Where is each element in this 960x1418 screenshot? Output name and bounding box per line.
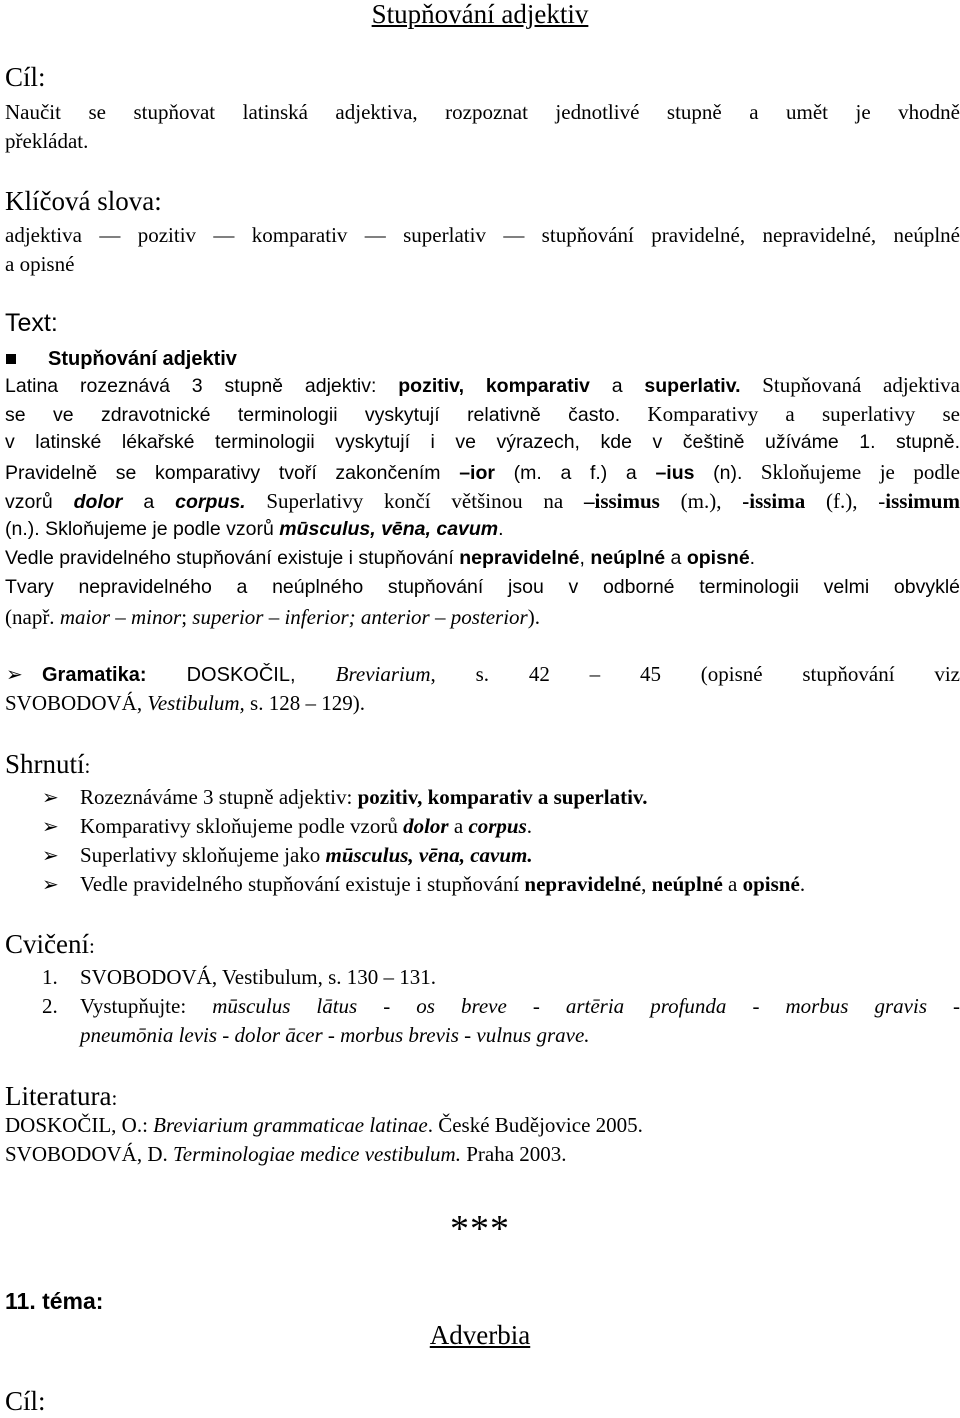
text-bullet	[6, 347, 237, 371]
literature-heading	[5, 1081, 117, 1112]
text-l5j: issimum	[885, 489, 960, 513]
text-l7c: ,	[579, 547, 591, 569]
exercise-number-2: 2.	[42, 994, 58, 1018]
summary-heading-text: Shrnutí	[5, 749, 85, 779]
text-l9b: maior	[59, 605, 110, 629]
grammar-l2b: Vestibulum,	[147, 691, 245, 715]
text-l7b: nepravidelné	[459, 547, 580, 569]
summary-i1b: pozitiv, komparativ a superlativ.	[357, 785, 648, 809]
summary-i2e: .	[526, 814, 533, 838]
summary-heading-colon: :	[84, 754, 91, 778]
reference-2	[5, 1142, 567, 1167]
summary-i4d: neúplné	[651, 872, 723, 896]
grammar-label: Gramatika:	[42, 664, 147, 686]
text-l5g: (m.),	[659, 489, 743, 513]
next-goal-heading: Cíl:	[5, 1386, 46, 1416]
text-line-4	[5, 460, 960, 485]
text-line-8: Tvary nepravidelného a neúplného stupňování jsou v odborné terminologii velmi obvyklé	[5, 576, 960, 598]
text-line-5	[5, 489, 960, 514]
text-l2b: Komparativy a superlativy se	[620, 402, 960, 426]
text-l5b: dolor	[73, 491, 123, 513]
arrowhead-bullet-icon: ➢	[42, 816, 59, 838]
text-l9h: inferior; anterior	[284, 605, 430, 629]
text-line-6	[5, 518, 504, 541]
text-line-2	[5, 402, 960, 427]
text-l1b: pozitiv, komparativ	[398, 375, 590, 397]
goal-line-1: Naučit se stupňovat latinská adjektiva, rozpoznat jednotlivé stupně a umět je vhodně	[5, 100, 960, 124]
section-separator: ***	[450, 1208, 510, 1250]
goal-heading: Cíl:	[5, 62, 46, 92]
next-topic-label: 11. téma:	[5, 1288, 104, 1314]
summary-i2b: dolor	[403, 814, 449, 838]
text-l4d: –ius	[655, 462, 695, 484]
summary-i2a: Komparativy skloňujeme podle vzorů	[80, 814, 404, 838]
text-l9d: minor	[131, 605, 182, 629]
grammar-l2a: SVOBODOVÁ,	[5, 691, 148, 715]
literature-heading-colon: :	[111, 1086, 118, 1110]
text-l9a: (např.	[5, 605, 60, 629]
grammar-line-2	[5, 691, 365, 716]
arrowhead-bullet-icon: ➢	[42, 845, 59, 867]
summary-heading	[5, 749, 90, 780]
reference-1	[5, 1113, 643, 1138]
reference-2-place: Praha 2003.	[460, 1142, 567, 1166]
text-line-1	[5, 373, 960, 398]
exercise-1: SVOBODOVÁ, Vestibulum, s. 130 – 131.	[80, 965, 437, 989]
grammar-line-1	[42, 662, 960, 687]
text-l5h: -issima	[742, 489, 806, 513]
exercise-2-line-1	[80, 994, 960, 1019]
text-line-9	[5, 605, 540, 630]
text-l6b: mūsculus, vēna, cavum	[279, 518, 499, 540]
text-l1a: Latina rozeznává 3 stupně adjektiv:	[5, 375, 399, 397]
text-l1c: a	[589, 375, 645, 397]
summary-i4f: opisné	[742, 872, 800, 896]
summary-i1a: Rozeznáváme 3 stupně adjektiv:	[80, 785, 358, 809]
reference-1-author: DOSKOČIL, O.:	[5, 1113, 154, 1137]
text-l7f: opisné	[686, 547, 750, 569]
text-l9g: –	[263, 605, 285, 629]
text-line-7	[5, 547, 755, 570]
summary-i2d: corpus	[468, 814, 527, 838]
reference-2-author: SVOBODOVÁ, D.	[5, 1142, 174, 1166]
text-l4b: –ior	[459, 462, 495, 484]
grammar-l1b: Breviarium	[335, 662, 431, 686]
keywords-line-2: a opisné	[5, 252, 75, 276]
page-title: Stupňování adjektiv	[371, 0, 589, 29]
grammar-l1a: DOSKOČIL,	[146, 664, 336, 686]
summary-i4b: nepravidelné	[524, 872, 642, 896]
exercise-2-prompt: Vystupňujte:	[80, 994, 213, 1018]
exercises-heading-text: Cvičení	[5, 929, 89, 959]
reference-2-title: Terminologiae medice vestibulum.	[173, 1142, 461, 1166]
summary-item-3	[80, 843, 533, 868]
text-l4c: (m. a f.) a	[494, 462, 656, 484]
text-l7g: .	[749, 547, 756, 569]
text-l6a: (n.). Skloňujeme je podle vzorů	[5, 518, 280, 540]
text-l9e: ;	[181, 605, 193, 629]
exercise-2-line-2	[80, 1023, 590, 1048]
reference-1-place: . České Budějovice 2005.	[427, 1113, 643, 1137]
text-l7a: Vedle pravidelného stupňování existuje i stupňování	[5, 547, 460, 569]
text-l4a: Pravidelně se komparativy tvoří zakončením	[5, 462, 460, 484]
text-l5f: –issimus	[583, 489, 660, 513]
summary-item-1	[80, 785, 648, 810]
text-l7e: a	[665, 547, 687, 569]
grammar-l2c: s. 128 – 129).	[244, 691, 365, 715]
text-l5e: Superlativy končí většinou na	[245, 489, 584, 513]
keywords-line-1: adjektiva — pozitiv — komparativ — superlativ — stupňování pravidelné, nepravidelné, neúplné	[5, 223, 960, 247]
summary-i4e: a	[722, 872, 743, 896]
exercise-2-terms-1: mūsculus lātus - os breve - artēria profunda - morbus gravis -	[212, 994, 960, 1018]
text-l7d: neúplné	[590, 547, 666, 569]
text-heading: Text:	[5, 309, 58, 337]
text-l5d: corpus.	[175, 491, 246, 513]
summary-i4c: ,	[641, 872, 652, 896]
text-l5i: (f.), -	[805, 489, 886, 513]
square-bullet-icon	[6, 354, 16, 364]
grammar-l1c: , s. 42 – 45 (opisné stupňování viz	[430, 662, 960, 686]
text-l9c: –	[110, 605, 131, 629]
summary-i3b: mūsculus, vēna, cavum.	[325, 843, 533, 867]
text-l4e: (n).	[694, 462, 743, 484]
text-l9j: posterior	[450, 605, 528, 629]
literature-heading-text: Literatura	[5, 1081, 112, 1111]
exercises-heading-colon: :	[88, 934, 95, 958]
exercise-number-1: 1.	[42, 965, 58, 989]
summary-item-4	[80, 872, 805, 897]
text-line-3: v latinské lékařské terminologii vyskytují i ve výrazech, kde v češtině užíváme 1. stupně.	[5, 431, 960, 453]
summary-i4a: Vedle pravidelného stupňování existuje i stupňování	[80, 872, 525, 896]
text-l1e: Stupňovaná adjektiva	[740, 373, 960, 397]
text-l5a: vzorů	[5, 491, 74, 513]
text-l9f: superior	[192, 605, 264, 629]
arrowhead-bullet-icon: ➢	[42, 874, 59, 896]
text-l9k: ).	[527, 605, 540, 629]
bullet-title: Stupňování adjektiv	[48, 348, 237, 370]
arrowhead-bullet-icon: ➢	[6, 664, 23, 686]
text-l5c: a	[122, 491, 176, 513]
summary-i2c: a	[448, 814, 469, 838]
exercise-2-terms-2: pneumōnia levis - dolor ācer - morbus brevis - vulnus grave.	[80, 1023, 590, 1047]
text-l2: se ve zdravotnické terminologii vyskytují relativně často.	[5, 404, 621, 426]
keywords-heading: Klíčová slova:	[5, 186, 162, 216]
summary-i3a: Superlativy skloňujeme jako	[80, 843, 326, 867]
next-topic-title: Adverbia	[429, 1320, 531, 1350]
reference-1-title: Breviarium grammaticae latinae	[153, 1113, 428, 1137]
summary-item-2	[80, 814, 532, 839]
text-l9i: –	[429, 605, 451, 629]
text-l6c: .	[498, 518, 504, 540]
goal-line-2: překládat.	[5, 129, 89, 153]
exercises-heading	[5, 929, 95, 960]
arrowhead-bullet-icon: ➢	[42, 787, 59, 809]
text-l1d: superlativ.	[644, 375, 741, 397]
summary-i4g: .	[799, 872, 806, 896]
text-l4f: Skloňujeme je podle	[742, 460, 960, 484]
